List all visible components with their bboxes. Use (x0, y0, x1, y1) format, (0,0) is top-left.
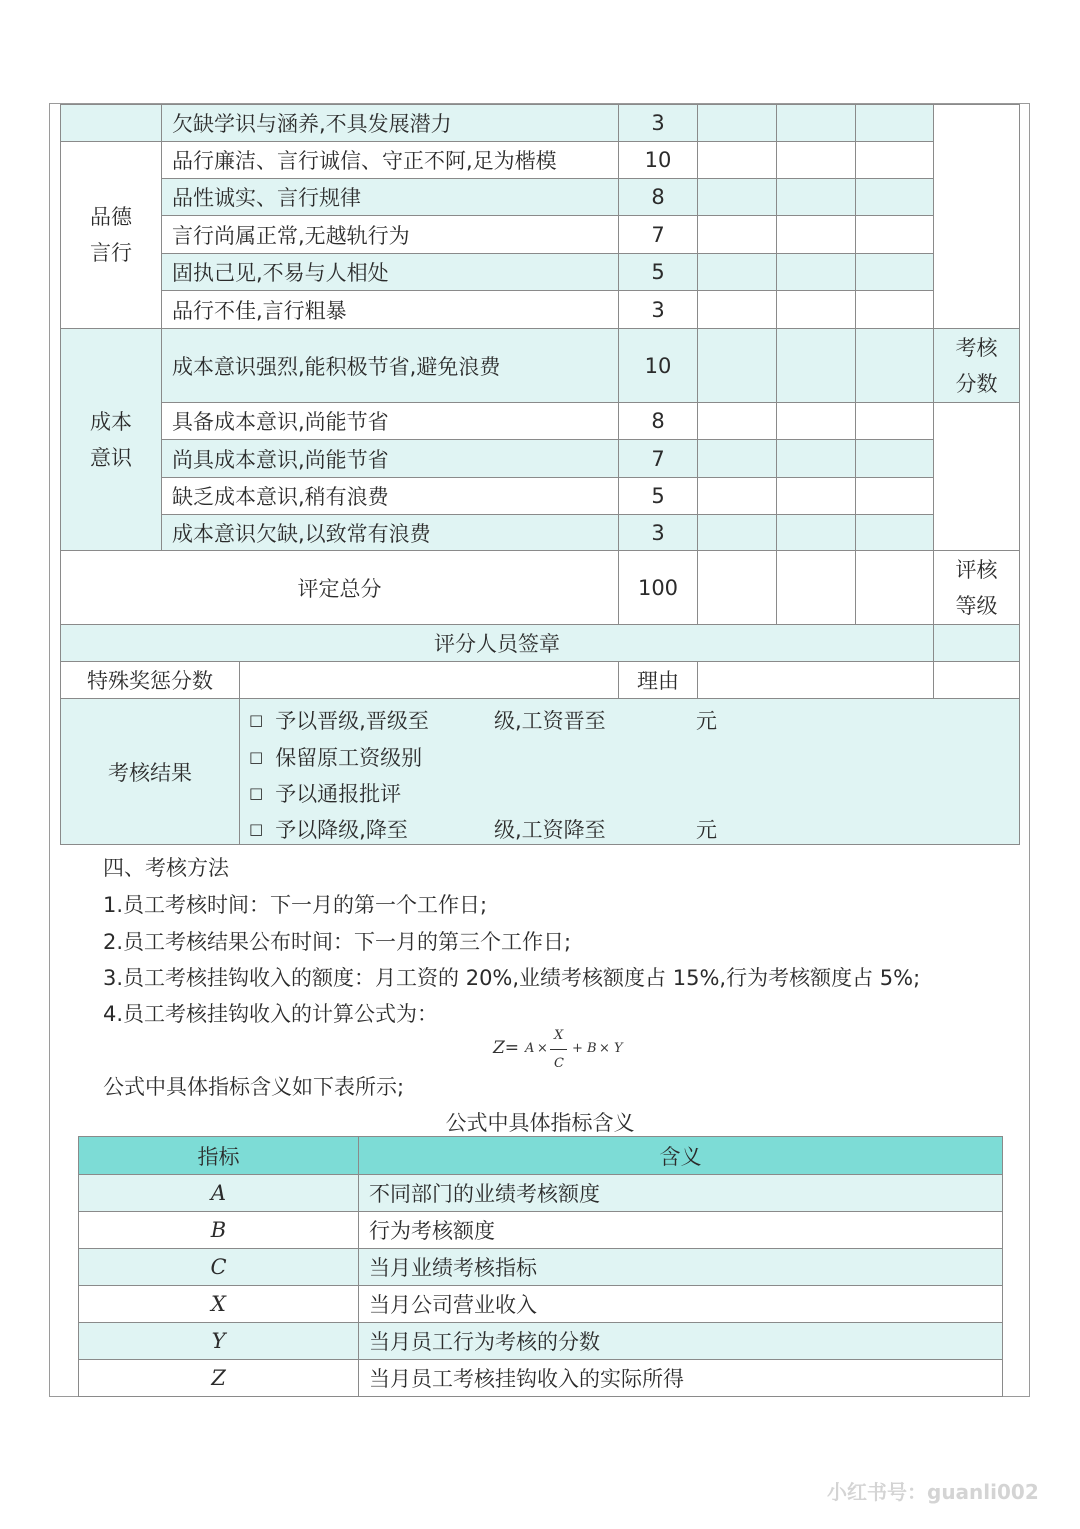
result-option-promote[interactable] (249, 705, 429, 735)
indicator-meaning: 行为考核额度 (358, 1211, 1003, 1249)
criterion-desc: 尚具成本意识,尚能节省 (161, 439, 619, 478)
evaluation-grade-line1: 评核 (955, 557, 998, 582)
rating-cell[interactable] (776, 328, 856, 403)
rating-cell[interactable] (776, 439, 856, 478)
method-item: 2.员工考核结果公布时间：下一月的第三个工作日; (103, 930, 572, 954)
category-moral (60, 141, 162, 329)
indicator-meaning: 当月公司营业收入 (358, 1285, 1003, 1323)
special-bonus-value[interactable] (239, 661, 619, 699)
rating-cell[interactable] (855, 290, 934, 329)
indicator-header: 指标 (78, 1136, 359, 1175)
category-cell-empty (60, 104, 162, 142)
rating-cell[interactable] (697, 514, 777, 551)
assessment-score-line2: 分数 (955, 371, 998, 396)
signature-label: 评分人员签章 (60, 624, 934, 662)
rating-cell[interactable] (855, 477, 934, 515)
demote-text-a: 予以降级,降至 (275, 818, 408, 842)
promote-text-a: 予以晋级,晋级至 (275, 709, 429, 733)
formula-note: 公式中具体指标含义如下表所示; (103, 1075, 405, 1099)
formula-plus: + (572, 1041, 583, 1056)
total-score-value: 100 (618, 550, 698, 625)
rating-cell[interactable] (776, 550, 856, 625)
method-item: 1.员工考核时间：下一月的第一个工作日; (103, 893, 488, 917)
method-heading: 四、考核方法 (103, 856, 229, 880)
criterion-score: 7 (618, 439, 698, 478)
formula-a: A (525, 1041, 535, 1056)
criterion-score: 3 (618, 104, 698, 142)
demote-text-b: 级,工资降至 (494, 818, 606, 842)
indicator-key: A (78, 1174, 359, 1212)
rating-cell[interactable] (776, 477, 856, 515)
rating-cell[interactable] (776, 178, 856, 216)
rating-cell[interactable] (697, 253, 777, 291)
criterion-score: 10 (618, 328, 698, 403)
formula-times: × (537, 1041, 548, 1056)
formula-lhs: Z= (493, 1038, 520, 1058)
formula-b: B (587, 1041, 597, 1056)
criterion-score: 8 (618, 402, 698, 440)
criterion-desc: 品性诚实、言行规律 (161, 178, 619, 216)
indicator-meaning: 当月业绩考核指标 (358, 1248, 1003, 1286)
indicator-key: Y (78, 1322, 359, 1360)
rating-cell[interactable] (697, 178, 777, 216)
rating-cell[interactable] (855, 253, 934, 291)
rating-cell[interactable] (697, 290, 777, 329)
result-option-criticize[interactable] (249, 778, 401, 808)
criterion-score: 7 (618, 215, 698, 254)
category-cost (60, 328, 162, 551)
criterion-desc: 欠缺学识与涵养,不具发展潜力 (161, 104, 619, 142)
total-score-label: 评定总分 (60, 550, 619, 625)
criticize-text: 予以通报批评 (275, 782, 402, 806)
special-bonus-label: 特殊奖惩分数 (60, 661, 240, 699)
indicator-key: X (78, 1285, 359, 1323)
method-item: 3.员工考核挂钩收入的额度：月工资的 20%,业绩考核额度占 15%,行为考核额度占 5%; (103, 966, 921, 990)
criterion-desc: 具备成本意识,尚能节省 (161, 402, 619, 440)
rating-cell[interactable] (776, 514, 856, 551)
formula-fraction-bar (550, 1049, 567, 1050)
meaning-header: 含义 (358, 1136, 1003, 1175)
criterion-desc: 成本意识强烈,能积极节省,避免浪费 (161, 328, 619, 403)
rating-cell[interactable] (855, 402, 934, 440)
result-option-keep[interactable] (249, 742, 422, 772)
formula-denominator: C (554, 1056, 564, 1071)
criterion-desc: 品行廉洁、言行诚信、守正不阿,足为楷模 (161, 141, 619, 179)
rating-cell[interactable] (697, 104, 777, 142)
evaluation-grade-line2: 等级 (955, 593, 998, 618)
blank-cell (933, 661, 1020, 699)
criterion-score: 10 (618, 141, 698, 179)
rating-cell[interactable] (776, 141, 856, 179)
checkbox-icon[interactable]: □ (249, 784, 264, 802)
formula-times: × (599, 1041, 610, 1056)
rating-cell[interactable] (697, 215, 777, 254)
evaluation-grade-label (933, 550, 1020, 625)
result-option-demote[interactable] (249, 814, 408, 844)
criterion-score: 3 (618, 290, 698, 329)
category-cost-line1: 成本 (90, 409, 132, 434)
rating-cell[interactable] (855, 439, 934, 478)
indicator-meaning: 不同部门的业绩考核额度 (358, 1174, 1003, 1212)
assessment-result-label: 考核结果 (60, 698, 240, 845)
criterion-desc: 言行尚属正常,无越轨行为 (161, 215, 619, 254)
category-moral-line1: 品德 (90, 205, 132, 229)
rating-cell[interactable] (855, 328, 934, 403)
promote-text-c: 元 (696, 709, 717, 733)
rating-cell[interactable] (855, 550, 934, 625)
category-moral-line2: 言行 (90, 241, 132, 265)
criterion-desc: 缺乏成本意识,稍有浪费 (161, 477, 619, 515)
assessment-score-label (933, 328, 1020, 403)
score-column-blank (933, 104, 1020, 329)
criterion-desc: 成本意识欠缺,以致常有浪费 (161, 514, 619, 551)
criterion-score: 5 (618, 477, 698, 515)
formula-numerator: X (554, 1028, 564, 1043)
criterion-desc: 品行不佳,言行粗暴 (161, 290, 619, 329)
method-item: 4.员工考核挂钩收入的计算公式为： (103, 1002, 439, 1026)
rating-cell[interactable] (697, 477, 777, 515)
rating-cell[interactable] (697, 550, 777, 625)
checkbox-icon[interactable]: □ (249, 748, 264, 766)
criterion-desc: 固执己见,不易与人相处 (161, 253, 619, 291)
rating-cell[interactable] (697, 328, 777, 403)
rating-cell[interactable] (776, 253, 856, 291)
criterion-score: 8 (618, 178, 698, 216)
rating-cell[interactable] (697, 402, 777, 440)
rating-cell[interactable] (697, 439, 777, 478)
indicator-meaning: 当月员工行为考核的分数 (358, 1322, 1003, 1360)
rating-cell[interactable] (855, 104, 934, 142)
indicator-key: Z (78, 1359, 359, 1397)
rating-cell[interactable] (697, 141, 777, 179)
rating-cell[interactable] (855, 141, 934, 179)
criterion-score: 5 (618, 253, 698, 291)
indicator-table-caption: 公式中具体指标含义 (445, 1111, 635, 1135)
assessment-score-line1: 考核 (955, 335, 998, 360)
criterion-score: 3 (618, 514, 698, 551)
reason-value[interactable] (697, 661, 934, 699)
promote-text-b: 级,工资晋至 (494, 709, 606, 733)
assessment-score-value[interactable] (933, 402, 1020, 551)
rating-cell[interactable] (776, 402, 856, 440)
checkbox-icon[interactable]: □ (249, 820, 264, 838)
indicator-key: C (78, 1248, 359, 1286)
evaluation-grade-value[interactable] (933, 624, 1020, 662)
category-cost-line2: 意识 (90, 445, 132, 470)
keep-text: 保留原工资级别 (275, 746, 423, 770)
checkbox-icon[interactable]: □ (249, 711, 264, 729)
reason-label: 理由 (618, 661, 698, 699)
rating-cell[interactable] (855, 514, 934, 551)
indicator-meaning: 当月员工考核挂钩收入的实际所得 (358, 1359, 1003, 1397)
formula (493, 1028, 633, 1076)
rating-cell[interactable] (776, 290, 856, 329)
rating-cell[interactable] (776, 104, 856, 142)
formula-y: Y (614, 1041, 623, 1056)
indicator-key: B (78, 1211, 359, 1249)
rating-cell[interactable] (776, 215, 856, 254)
rating-cell[interactable] (855, 215, 934, 254)
watermark: 小红书号：guanli002 (827, 1480, 1039, 1504)
demote-text-c: 元 (696, 818, 717, 842)
rating-cell[interactable] (855, 178, 934, 216)
